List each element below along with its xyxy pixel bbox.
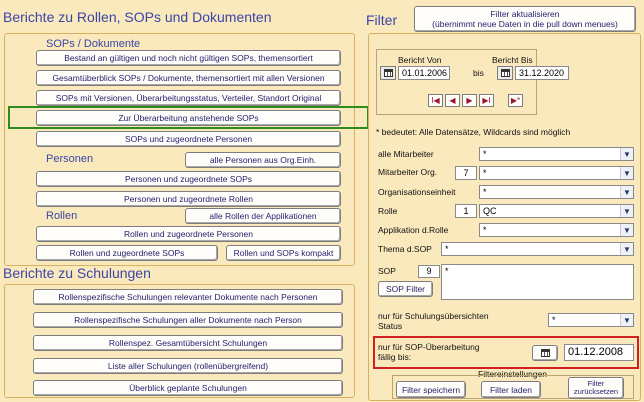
roles-sops-compact-button[interactable]: Rollen und SOPs kompakt xyxy=(226,245,341,261)
report-from-date[interactable]: 01.01.2006 xyxy=(398,66,450,80)
mitarbeiter-combo[interactable]: * ▼ xyxy=(479,147,634,161)
mitarbeiter-org-label: Mitarbeiter Org. xyxy=(378,167,438,177)
sop-overview-versions-button[interactable]: Gesamtüberblick SOPs / Dokumente, themensortiert mit allen Versionen xyxy=(36,70,341,86)
training-reports-title: Berichte zu Schulungen xyxy=(3,265,151,281)
personen-section-header: Personen xyxy=(46,153,94,165)
training-relevant-docs-button[interactable]: Rollenspezifische Schulungen relevanter Dokumente nach Personen xyxy=(33,289,343,305)
training-status-combo[interactable]: * ▼ xyxy=(548,313,634,327)
rollen-section-header: Rollen xyxy=(46,210,78,222)
dropdown-arrow-icon[interactable]: ▼ xyxy=(620,224,633,236)
revision-due-line1: nur für SOP-Überarbeitung xyxy=(378,342,480,352)
filter-title: Filter xyxy=(366,12,398,28)
mitarbeiter-org-combo[interactable]: * ▼ xyxy=(479,166,634,180)
sop-label: SOP xyxy=(378,266,396,276)
persons-roles-button[interactable]: Personen und zugeordnete Rollen xyxy=(36,191,341,207)
update-filter-button[interactable] xyxy=(414,6,636,32)
filter-settings-label: Filtereinstellungen xyxy=(478,369,547,379)
training-list-button[interactable]: Liste aller Schulungen (rollenübergreifend) xyxy=(33,358,343,374)
update-filter-line1: Filter aktualisieren xyxy=(490,9,560,19)
training-status-line1: nur für Schulungsübersichten xyxy=(378,311,489,321)
sops-persons-button[interactable]: SOPs und zugeordnete Personen xyxy=(36,131,341,147)
last-record-icon[interactable]: ▶I xyxy=(479,94,494,107)
calendar-icon xyxy=(537,346,553,360)
roles-reports-title: Berichte zu Rollen, SOPs und Dokumenten xyxy=(3,9,272,25)
save-filter-button[interactable]: Filter speichern xyxy=(396,381,466,398)
all-roles-button[interactable]: alle Rollen der Applikationen xyxy=(185,208,341,224)
roles-persons-button[interactable]: Rollen und zugeordnete Personen xyxy=(36,226,341,242)
mitarbeiter-org-id: 7 xyxy=(455,166,477,180)
rolle-id: 1 xyxy=(455,204,477,218)
mitarbeiter-label: alle Mitarbeiter xyxy=(378,149,434,159)
reset-filter-button[interactable] xyxy=(568,377,624,399)
all-persons-button[interactable]: alle Personen aus Org.Einh. xyxy=(185,152,341,168)
dropdown-arrow-icon[interactable]: ▼ xyxy=(620,167,633,179)
sop-versions-status-button[interactable]: SOPs mit Versionen, Überarbeitungsstatus, Verteiler, Standort Original xyxy=(36,90,341,106)
thema-label: Thema d.SOP xyxy=(378,244,432,254)
planned-trainings-button[interactable]: Überblick geplante Schulungen xyxy=(33,380,343,396)
green-highlight-frame xyxy=(8,106,369,129)
wildcard-note: * bedeutet: Alle Datensätze, Wildcards sind möglich xyxy=(376,127,571,137)
revision-calendar-button[interactable] xyxy=(532,345,558,361)
rolle-label: Rolle xyxy=(378,206,398,216)
applikation-combo[interactable]: * ▼ xyxy=(479,223,634,237)
thema-combo[interactable]: * ▼ xyxy=(441,242,634,256)
revision-due-line2: fällig bis: xyxy=(378,352,412,362)
sops-section-header: SOPs / Dokumente xyxy=(46,38,141,50)
training-all-docs-button[interactable]: Rollenspezifische Schulungen aller Dokumente nach Person xyxy=(33,312,343,328)
previous-record-icon[interactable]: ◀ xyxy=(445,94,460,107)
sop-revision-due-button[interactable]: Zur Überarbeitung anstehende SOPs xyxy=(36,110,341,126)
report-from-label: Bericht Von xyxy=(398,55,442,65)
dropdown-arrow-icon[interactable]: ▼ xyxy=(620,314,633,326)
new-record-icon[interactable]: ▶* xyxy=(508,94,523,107)
dropdown-arrow-icon[interactable]: ▼ xyxy=(620,186,633,198)
organisationseinheit-label: Organisationseinheit xyxy=(378,187,456,197)
calendar-icon[interactable] xyxy=(497,66,513,80)
bis-label: bis xyxy=(473,68,484,78)
persons-sops-button[interactable]: Personen und zugeordnete SOPs xyxy=(36,171,341,187)
training-overview-button[interactable]: Rollenspez. Gesamtübersicht Schulungen xyxy=(33,335,343,351)
training-status-line2: Status xyxy=(378,321,403,331)
dropdown-arrow-icon[interactable]: ▼ xyxy=(620,205,633,217)
reset-filter-line2: zurücksetzen xyxy=(573,387,619,396)
organisationseinheit-combo[interactable]: * ▼ xyxy=(479,185,634,199)
sop-text-field[interactable]: * xyxy=(441,264,634,300)
reset-filter-line1: Filter xyxy=(587,379,605,388)
calendar-icon[interactable] xyxy=(380,66,396,80)
load-filter-button[interactable]: Filter laden xyxy=(481,381,541,398)
sop-id: 9 xyxy=(418,265,440,278)
applikation-label: Applikation d.Rolle xyxy=(378,225,449,235)
rolle-combo[interactable]: QC ▼ xyxy=(479,204,634,218)
roles-sops-button[interactable]: Rollen und zugeordnete SOPs xyxy=(36,245,218,261)
sop-filter-button[interactable]: SOP Filter xyxy=(378,281,433,297)
revision-due-date[interactable]: 01.12.2008 xyxy=(564,344,634,361)
report-to-date[interactable]: 31.12.2020 xyxy=(515,66,569,80)
first-record-icon[interactable]: I◀ xyxy=(428,94,443,107)
report-to-label: Bericht Bis xyxy=(492,55,533,65)
dropdown-arrow-icon[interactable]: ▼ xyxy=(620,148,633,160)
update-filter-line2: (übernimmt neue Daten in die pull down menues) xyxy=(432,19,618,29)
sop-inventory-button[interactable]: Bestand an gültigen und noch nicht gültigen SOPs, themensortiert xyxy=(36,50,341,66)
dropdown-arrow-icon[interactable]: ▼ xyxy=(620,243,633,255)
next-record-icon[interactable]: ▶ xyxy=(462,94,477,107)
